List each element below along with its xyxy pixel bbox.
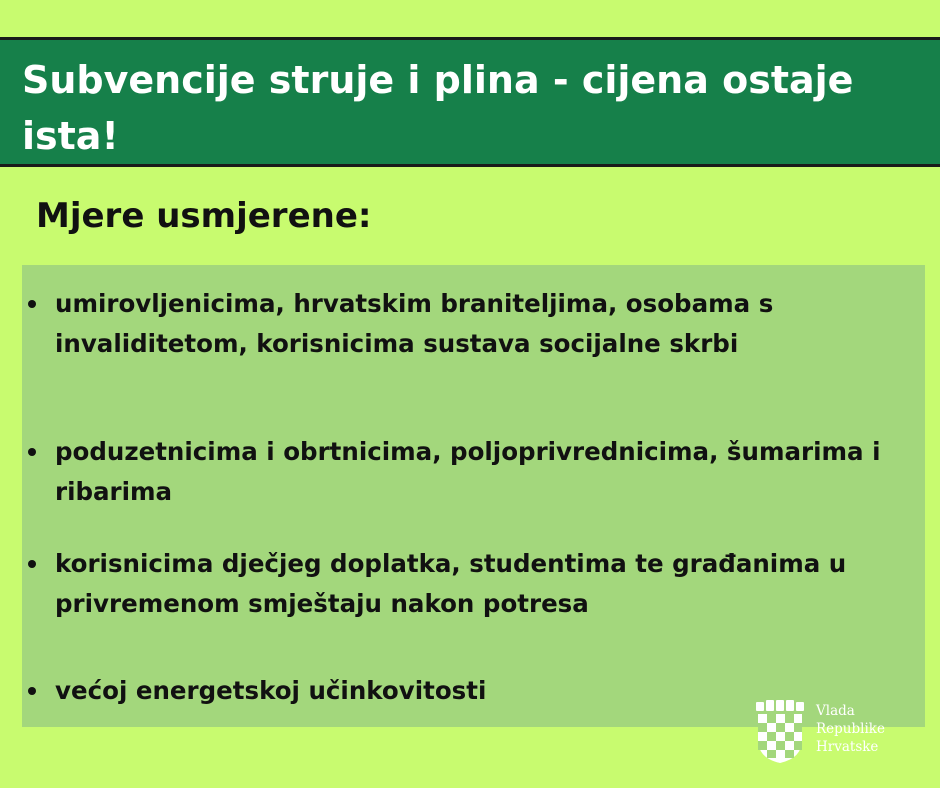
bullet-icon (28, 687, 36, 695)
bullet-icon (28, 560, 36, 568)
list-item-text: umirovljenicima, hrvatskim braniteljima, osobama s invaliditetom, korisnicima sustava socijalne skrbi (55, 289, 774, 358)
bullet-icon (28, 448, 36, 456)
list-item-text: poduzetnicima i obrtnicima, poljoprivrednicima, šumarima i ribarima (55, 437, 881, 506)
list-item-text: većoj energetskoj učinkovitosti (55, 676, 487, 705)
logo-line: Republike (816, 721, 885, 737)
title-banner (0, 37, 940, 167)
page-title: Subvencije struje i plina - cijena ostaje ista! (22, 58, 854, 158)
logo-text (816, 702, 885, 756)
croatian-coat-of-arms-icon (754, 700, 806, 764)
government-logo (754, 700, 914, 764)
measures-panel (22, 265, 925, 727)
logo-line: Vlada (816, 703, 855, 719)
bullet-icon (28, 300, 36, 308)
logo-line: Hrvatske (816, 739, 879, 755)
section-heading: Mjere usmjerene: (36, 196, 372, 236)
list-item-text: korisnicima dječjeg doplatka, studentima te građanima u privremenom smještaju nakon potresa (55, 549, 847, 618)
